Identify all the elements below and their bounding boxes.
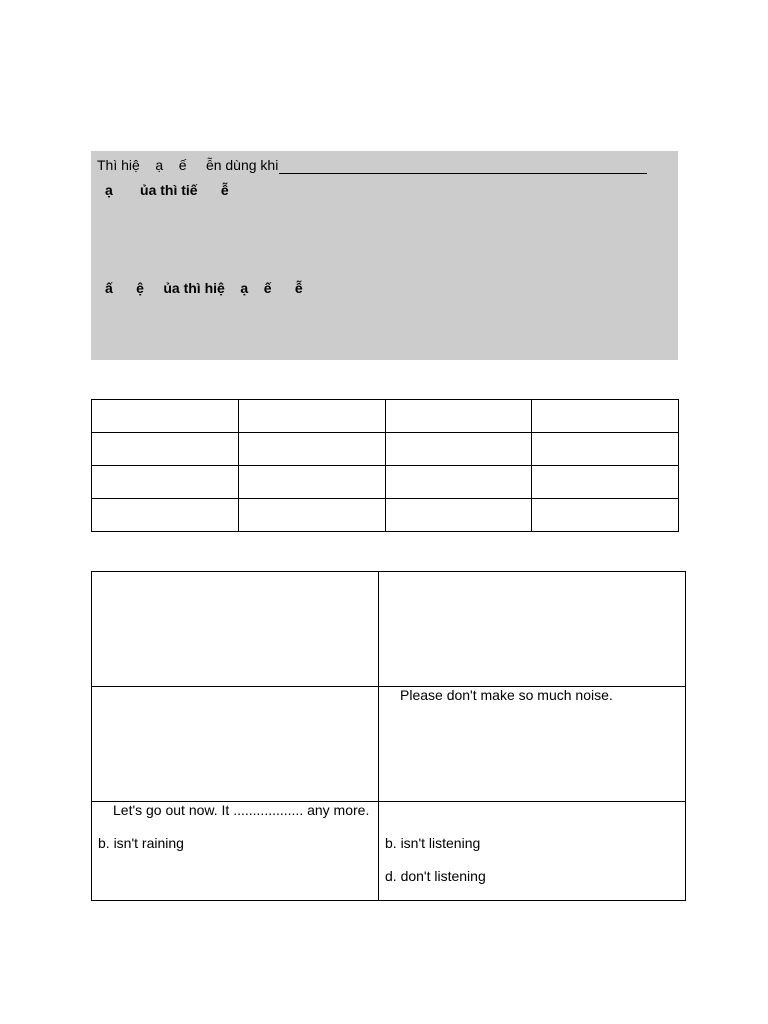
grammar-heading-form: ạ ủa thì tiế ễ: [105, 182, 229, 198]
table-cell: [532, 400, 679, 433]
question-prompt: Let's go out now. It .................. any more.: [113, 802, 370, 818]
table-cell: [385, 499, 532, 532]
table-cell: [92, 499, 239, 532]
table-cell: [238, 400, 385, 433]
question-cell: [379, 687, 686, 802]
exercise-table: [91, 571, 686, 901]
answer-option: b. isn't listening: [385, 835, 481, 851]
table-row: [92, 466, 679, 499]
question-cell: [379, 572, 686, 687]
question-cell: [379, 802, 686, 901]
question-cell: [92, 572, 379, 687]
table-row: [92, 499, 679, 532]
table-cell: [532, 433, 679, 466]
fill-in-blank-line: [279, 173, 647, 174]
question-cell: [92, 687, 379, 802]
table-cell: [385, 400, 532, 433]
question-cell: [92, 802, 379, 901]
table-cell: [532, 499, 679, 532]
grammar-heading-signal: ấ ệ ủa thì hiệ ạ ế ễ: [105, 280, 303, 296]
table-row: [92, 400, 679, 433]
grammar-usage-line: Thì hiệ ạ ế ễn dùng khi: [97, 157, 279, 173]
conjugation-table: [91, 399, 679, 532]
question-prompt: Please don't make so much noise.: [400, 687, 613, 703]
answer-option: b. isn't raining: [98, 835, 184, 851]
table-row: [92, 433, 679, 466]
table-cell: [238, 499, 385, 532]
table-cell: [92, 466, 239, 499]
table-cell: [532, 466, 679, 499]
table-row: [92, 572, 686, 687]
table-cell: [238, 433, 385, 466]
table-row: [92, 802, 686, 901]
table-cell: [92, 433, 239, 466]
table-cell: [385, 466, 532, 499]
table-cell: [385, 433, 532, 466]
table-cell: [238, 466, 385, 499]
table-cell: [92, 400, 239, 433]
table-row: [92, 687, 686, 802]
answer-option: d. don't listening: [385, 868, 486, 884]
